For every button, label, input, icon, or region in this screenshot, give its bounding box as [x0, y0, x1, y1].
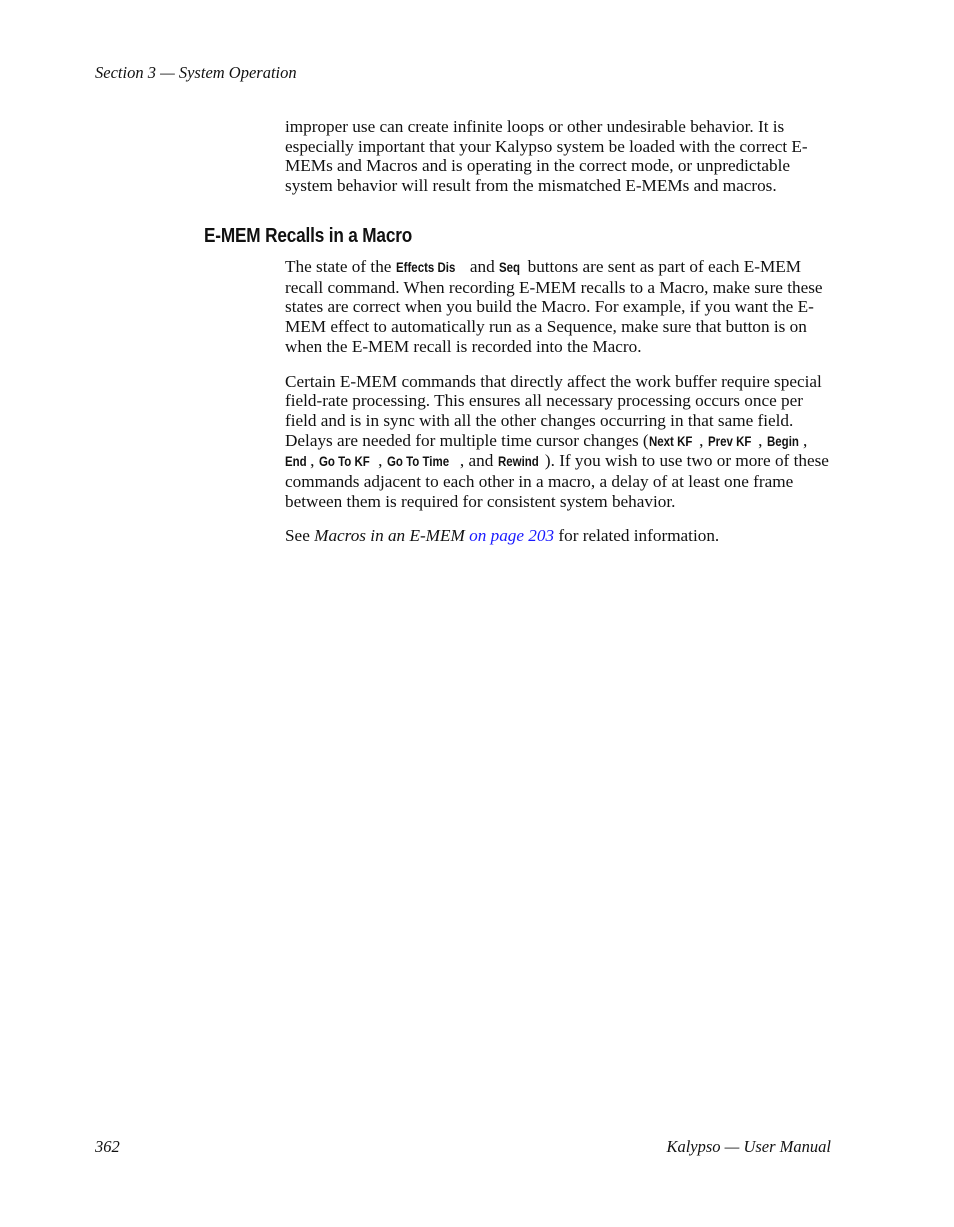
intro-block	[285, 117, 835, 211]
button-name-effects-dis: Effects Dis	[395, 259, 456, 275]
text-run: ,	[803, 430, 808, 450]
paragraph-effects-state	[285, 257, 835, 357]
button-name-next-kf: Next KF	[648, 432, 693, 449]
text-run: buttons are sent as part of each E-MEM recall command. When recording E-MEM recalls to a Macro, make sure these states are correct when you build the Macro. For example, if you want the E-MEM effect to automatically run as a Sequence, make sure that button is on when the E-MEM recall is recorded into the Macro.	[285, 257, 823, 356]
button-name-rewind: Rewind	[497, 453, 539, 470]
text-run: for related information.	[554, 526, 720, 546]
button-name-go-to-time: Go To Time	[386, 453, 449, 470]
page-number: 362	[95, 1137, 120, 1156]
button-name-begin: Begin	[766, 432, 799, 449]
text-run: and	[465, 257, 499, 276]
button-name-end: End	[285, 453, 307, 470]
page-link[interactable]: on page 203	[469, 526, 555, 546]
text-run: Certain E-MEM commands that directly affect the work buffer require special field-rate processing. This ensures all necessary processing occurs once per field and is in sync with all the other changes occurring in that same field. Delays are needed for multiple time cursor changes (	[285, 371, 822, 450]
text-run: ). If you wish to use two or more of these commands adjacent to each other in a macro, a delay of at least one frame between them is required for consistent system behavior.	[285, 451, 829, 511]
text-run: The state of the	[285, 257, 396, 276]
text-run: See	[285, 526, 315, 546]
text-run: ,	[310, 451, 319, 471]
button-name-prev-kf: Prev KF	[707, 432, 752, 449]
running-head: Section 3 — System Operation	[95, 63, 297, 82]
text-run: , and	[459, 451, 498, 471]
paragraph-see-also	[285, 526, 835, 546]
text-run: ,	[378, 451, 387, 471]
paragraph-field-rate	[285, 372, 835, 512]
section-body	[285, 257, 835, 561]
footer-title: Kalypso — User Manual	[666, 1137, 831, 1156]
text-run: ,	[699, 430, 708, 450]
cross-reference-title: Macros in an E-MEM	[314, 526, 465, 546]
button-name-go-to-kf: Go To KF	[318, 453, 370, 470]
intro-paragraph: improper use can create infinite loops or other undesirable behavior. It is especially important that your Kalypso system be loaded with the correct E-MEMs and Macros and is operating in the correct mode, or unpredictable system behavior will result from the mismatched E-MEMs and macros.	[285, 117, 808, 196]
section-heading: E-MEM Recalls in a Macro	[204, 225, 413, 247]
text-run: ,	[758, 430, 767, 450]
button-name-seq: Seq	[499, 259, 521, 275]
